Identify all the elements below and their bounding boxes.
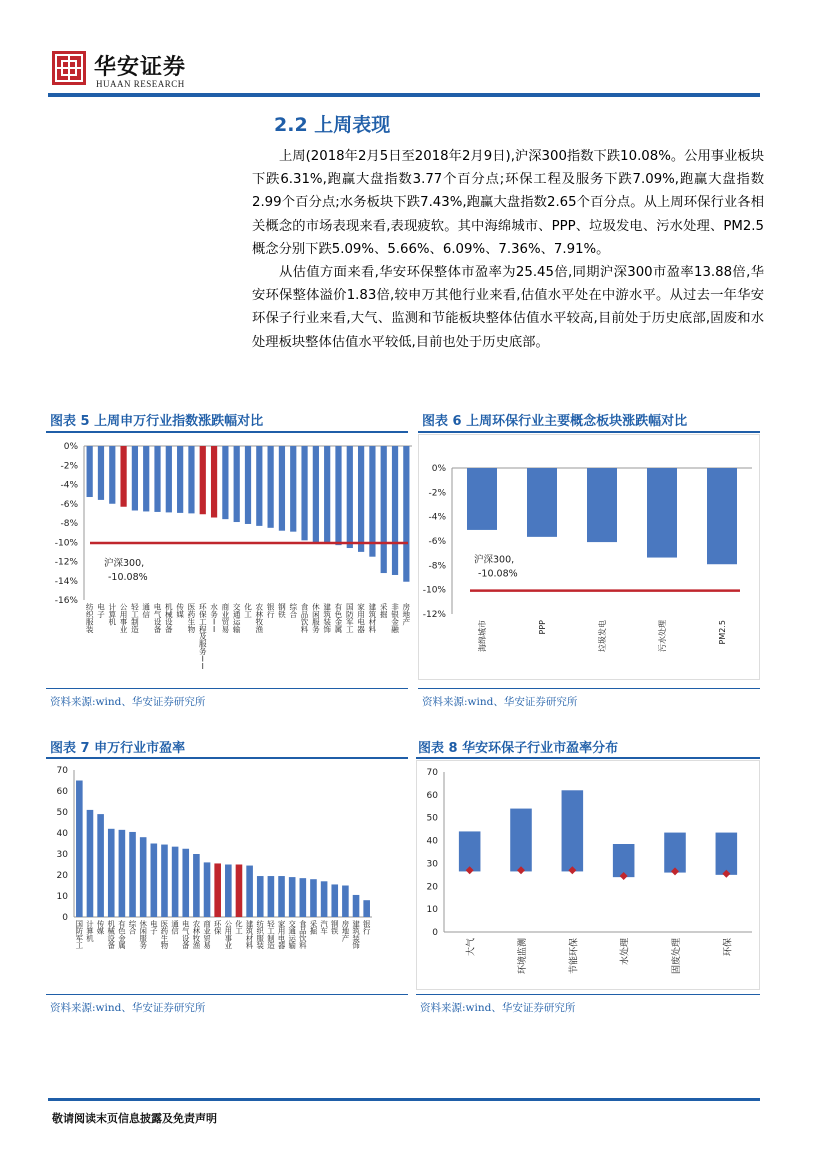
bar bbox=[358, 446, 364, 552]
x-tick-label: 水务 I I bbox=[210, 602, 218, 634]
figure-8-chart bbox=[416, 760, 760, 990]
bar bbox=[234, 446, 240, 522]
x-tick-label: 污水处理 bbox=[658, 620, 667, 652]
figure-6-title: 图表 6 上周环保行业主要概念板块涨跌幅对比 bbox=[422, 414, 688, 429]
x-tick-label: 采掘 bbox=[309, 919, 318, 936]
figure-7-title: 图表 7 申万行业市盈率 bbox=[50, 741, 186, 756]
x-tick-label: 钢铁 bbox=[331, 919, 339, 936]
x-tick-label: 公用事业 bbox=[119, 602, 128, 634]
bar bbox=[587, 468, 617, 542]
body-text bbox=[252, 145, 764, 354]
bar bbox=[214, 863, 221, 917]
bar bbox=[245, 446, 251, 524]
x-tick-label: 电气设备 bbox=[182, 919, 190, 951]
bar bbox=[109, 446, 115, 504]
y-tick-label: 40 bbox=[56, 829, 68, 839]
x-tick-label: 医药生物 bbox=[160, 919, 169, 951]
bar bbox=[342, 886, 349, 918]
bar bbox=[200, 446, 206, 514]
paragraph: 上周(2018年2月5日至2018年2月9日),沪深300指数下跌10.08%。公用事业板块下跌6.31%,跑赢大盘指数3.77个百分点;环保工程及服务下跌7.09%,跑赢大盘指数2.99个百分点;水务板块下跌7.43%,跑赢大盘指数2.65个百分点。从上周环保行业各相关概念的市场表现来看,表现疲软。其中海绵城市、PPP、垃圾发电、污水处理、PM2.5概念分别下跌5.09%、5.66%、6.09%、7.36%、7.91%。 bbox=[252, 149, 764, 257]
y-tick-label: -8% bbox=[428, 561, 446, 572]
bar bbox=[211, 446, 217, 518]
brand-logo bbox=[52, 51, 86, 85]
x-tick-label: 电子 bbox=[97, 602, 105, 619]
bar bbox=[76, 781, 83, 918]
bar bbox=[353, 895, 360, 917]
reference-value: -10.08% bbox=[108, 572, 148, 584]
y-tick-label: 20 bbox=[426, 882, 438, 893]
figure-8-title: 图表 8 华安环保子行业市盈率分布 bbox=[418, 741, 619, 756]
x-tick-label: 食品饮料 bbox=[300, 602, 309, 634]
x-tick-label: 建筑材料 bbox=[368, 602, 377, 634]
figure-7-rule bbox=[46, 757, 408, 759]
y-tick-label: 0% bbox=[63, 442, 78, 452]
x-tick-label: 传媒 bbox=[96, 919, 105, 936]
y-tick-label: -4% bbox=[60, 480, 78, 491]
y-tick-label: -8% bbox=[60, 519, 78, 529]
bar bbox=[392, 446, 398, 575]
x-tick-label: 固废处理 bbox=[672, 938, 682, 975]
y-tick-label: -10% bbox=[422, 585, 446, 596]
x-tick-label: 建筑材料 bbox=[245, 919, 254, 951]
x-tick-label: 传媒 bbox=[176, 602, 184, 619]
bar bbox=[381, 446, 387, 573]
bar bbox=[154, 446, 160, 512]
bar bbox=[335, 446, 341, 545]
x-tick-label: 房地产 bbox=[402, 602, 411, 627]
y-tick-label: 70 bbox=[426, 768, 438, 778]
bar bbox=[108, 829, 115, 917]
y-tick-label: 60 bbox=[426, 790, 438, 801]
bar bbox=[98, 446, 104, 500]
figure-8-source: 资料来源:wind、华安证券研究所 bbox=[420, 1002, 576, 1014]
y-tick-label: -10% bbox=[54, 538, 78, 549]
reference-value: -10.08% bbox=[478, 568, 518, 580]
x-tick-label: 商业贸易 bbox=[221, 602, 230, 634]
x-tick-label: 环保工程及服务 I I bbox=[198, 602, 207, 672]
range-bar bbox=[459, 831, 481, 871]
y-tick-label: -4% bbox=[428, 512, 446, 523]
x-tick-label: 汽车 bbox=[320, 919, 328, 936]
bar bbox=[222, 446, 228, 519]
bar bbox=[177, 446, 183, 513]
section-title: 2.2 上周表现 bbox=[274, 114, 391, 136]
x-tick-label: 水处理 bbox=[620, 938, 631, 966]
x-tick-label: 纺织服装 bbox=[256, 919, 264, 951]
range-bar bbox=[510, 809, 532, 872]
bar bbox=[129, 832, 136, 917]
y-tick-label: -2% bbox=[428, 488, 446, 499]
bar bbox=[290, 446, 296, 532]
x-tick-label: 休闲服务 bbox=[312, 602, 320, 634]
figure-5-title: 图表 5 上周申万行业指数涨跌幅对比 bbox=[50, 414, 264, 429]
x-tick-label: 建筑装饰 bbox=[323, 602, 331, 634]
x-tick-label: 农林牧渔 bbox=[255, 602, 264, 634]
x-tick-label: 建筑装饰 bbox=[352, 919, 360, 951]
figure-6-chart bbox=[418, 434, 760, 680]
x-tick-label: 有色金属 bbox=[118, 919, 126, 951]
range-bar bbox=[562, 790, 584, 871]
x-tick-label: 化工 bbox=[235, 919, 243, 936]
bar bbox=[268, 446, 274, 528]
figure-5-source-rule bbox=[46, 688, 408, 689]
y-tick-label: 30 bbox=[56, 850, 68, 860]
y-tick-label: -12% bbox=[422, 610, 446, 620]
bar bbox=[321, 881, 328, 917]
reference-label: 沪深300, bbox=[474, 554, 515, 566]
x-tick-label: 国防军工 bbox=[75, 919, 84, 951]
x-tick-label: 机械设备 bbox=[107, 919, 115, 951]
figure-5-chart bbox=[46, 434, 416, 680]
bar bbox=[268, 876, 275, 917]
bar bbox=[278, 876, 285, 917]
x-tick-label: 国防军工 bbox=[345, 602, 354, 634]
y-tick-label: -6% bbox=[428, 537, 446, 547]
bar bbox=[707, 468, 737, 564]
header-divider bbox=[48, 93, 760, 97]
bar bbox=[301, 446, 307, 540]
bar bbox=[151, 844, 158, 918]
x-tick-label: 大气 bbox=[466, 938, 477, 957]
y-tick-label: 10 bbox=[56, 892, 68, 902]
bar bbox=[310, 879, 317, 917]
figure-6-source-rule bbox=[418, 688, 760, 689]
x-tick-label: 食品饮料 bbox=[299, 919, 307, 951]
x-tick-label: 钢铁 bbox=[278, 602, 286, 619]
bar bbox=[369, 446, 375, 557]
x-tick-label: 有色金属 bbox=[334, 602, 343, 634]
y-tick-label: -12% bbox=[54, 557, 78, 568]
y-tick-label: 50 bbox=[426, 813, 438, 824]
brand-name: 华安证券 bbox=[94, 54, 187, 80]
x-tick-label: 纺织服装 bbox=[85, 602, 94, 634]
x-tick-label: 垃圾发电 bbox=[598, 620, 607, 652]
x-tick-label: 交通运输 bbox=[232, 602, 241, 634]
bar bbox=[331, 884, 338, 917]
figure-7-chart bbox=[46, 760, 408, 990]
bar bbox=[182, 849, 189, 917]
x-tick-label: 机械设备 bbox=[165, 602, 173, 634]
y-tick-label: -14% bbox=[54, 576, 78, 587]
figure-8-rule bbox=[416, 757, 760, 759]
x-tick-label: 医药生物 bbox=[187, 602, 196, 634]
y-tick-label: 10 bbox=[426, 905, 438, 916]
reference-label: 沪深300, bbox=[104, 558, 145, 570]
y-tick-label: -6% bbox=[60, 499, 78, 510]
x-tick-label: 房地产 bbox=[341, 919, 350, 943]
bar bbox=[363, 900, 370, 917]
bar bbox=[403, 446, 409, 582]
y-tick-label: 0% bbox=[431, 464, 446, 474]
y-tick-label: 0 bbox=[62, 913, 68, 923]
y-tick-label: 70 bbox=[56, 766, 68, 776]
y-tick-label: 50 bbox=[56, 808, 68, 818]
x-tick-label: 电子 bbox=[150, 919, 158, 936]
bar bbox=[87, 446, 93, 497]
x-tick-label: 电气设备 bbox=[153, 602, 162, 634]
x-tick-label: PPP bbox=[538, 620, 547, 635]
x-tick-label: 环保 bbox=[723, 938, 734, 957]
bar bbox=[313, 446, 319, 542]
figure-6-rule bbox=[418, 431, 760, 433]
bar bbox=[236, 865, 243, 918]
bar bbox=[119, 830, 126, 917]
figure-7-source-rule bbox=[46, 994, 408, 995]
x-tick-label: 环保 bbox=[213, 919, 222, 936]
footer-disclaimer: 敬请阅读末页信息披露及免责声明 bbox=[52, 1112, 217, 1125]
x-tick-label: 环境监测 bbox=[518, 938, 528, 975]
bar bbox=[193, 854, 200, 917]
x-tick-label: 综合 bbox=[128, 919, 137, 936]
x-tick-label: 商业贸易 bbox=[203, 919, 211, 951]
bar bbox=[143, 446, 149, 511]
bar bbox=[647, 468, 677, 558]
x-tick-label: 轻工制造 bbox=[267, 919, 275, 951]
bar bbox=[300, 878, 307, 917]
bar bbox=[225, 865, 232, 918]
x-tick-label: 银行 bbox=[266, 602, 275, 619]
x-tick-label: 化工 bbox=[244, 602, 252, 619]
y-tick-label: 40 bbox=[426, 836, 438, 847]
bar bbox=[289, 877, 296, 917]
figure-6-source: 资料来源:wind、华安证券研究所 bbox=[422, 696, 578, 708]
bar bbox=[467, 468, 497, 530]
figure-5-source: 资料来源:wind、华安证券研究所 bbox=[50, 696, 206, 708]
bar bbox=[347, 446, 353, 548]
bar bbox=[140, 837, 147, 917]
x-tick-label: 采掘 bbox=[379, 602, 388, 619]
figure-7-source: 资料来源:wind、华安证券研究所 bbox=[50, 1002, 206, 1014]
bar bbox=[204, 862, 211, 917]
x-tick-label: 计算机 bbox=[108, 602, 117, 627]
x-tick-label: 家用电器 bbox=[277, 919, 286, 951]
bar bbox=[257, 876, 264, 917]
x-tick-label: 银行 bbox=[362, 919, 371, 936]
paragraph: 从估值方面来看,华安环保整体市盈率为25.45倍,同期沪深300市盈率13.88倍,华安环保整体溢价1.83倍,较申万其他行业来看,估值水平处在中游水平。从过去一年华安环保子行业来看,大气、监测和节能板块整体估值水平较高,目前处于历史底部,固废和水处理板块整体估值水平较低,目前也处于历史底部。 bbox=[252, 265, 764, 350]
x-tick-label: 综合 bbox=[289, 602, 298, 619]
footer-divider bbox=[48, 1098, 760, 1101]
x-tick-label: 通信 bbox=[142, 602, 151, 619]
x-tick-label: 公用事业 bbox=[224, 919, 233, 951]
bar bbox=[132, 446, 138, 510]
y-tick-label: -2% bbox=[60, 461, 78, 472]
bar bbox=[324, 446, 330, 543]
bar bbox=[87, 810, 94, 917]
x-tick-label: 海绵城市 bbox=[478, 620, 487, 652]
range-bar bbox=[716, 833, 738, 875]
figure-5-rule bbox=[46, 431, 408, 433]
bar bbox=[279, 446, 285, 531]
x-tick-label: 农林牧渔 bbox=[192, 919, 201, 951]
x-tick-label: 非银金融 bbox=[391, 602, 399, 634]
bar bbox=[256, 446, 262, 526]
bar bbox=[246, 866, 253, 917]
x-tick-label: 家用电器 bbox=[357, 602, 365, 634]
x-tick-label: 休闲服务 bbox=[139, 919, 147, 951]
bar bbox=[188, 446, 194, 513]
x-tick-label: 通信 bbox=[171, 919, 179, 936]
x-tick-label: 轻工制造 bbox=[131, 602, 139, 634]
range-bar bbox=[664, 833, 686, 873]
figure-8-source-rule bbox=[416, 994, 760, 995]
x-tick-label: 计算机 bbox=[86, 919, 94, 943]
y-tick-label: 0 bbox=[432, 928, 438, 938]
x-tick-label: PM2.5 bbox=[718, 620, 727, 645]
bar bbox=[172, 847, 179, 917]
y-tick-label: 30 bbox=[426, 859, 438, 870]
brand-name-english: HUAAN RESEARCH bbox=[96, 79, 185, 89]
x-tick-label: 交通运输 bbox=[288, 919, 296, 951]
bar bbox=[120, 446, 126, 507]
bar bbox=[166, 446, 172, 512]
x-tick-label: 节能环保 bbox=[569, 938, 580, 975]
bar bbox=[97, 814, 104, 917]
y-tick-label: 20 bbox=[56, 871, 68, 881]
bar bbox=[161, 845, 168, 917]
y-tick-label: 60 bbox=[56, 787, 68, 797]
y-tick-label: -16% bbox=[54, 596, 78, 606]
bar bbox=[527, 468, 557, 537]
